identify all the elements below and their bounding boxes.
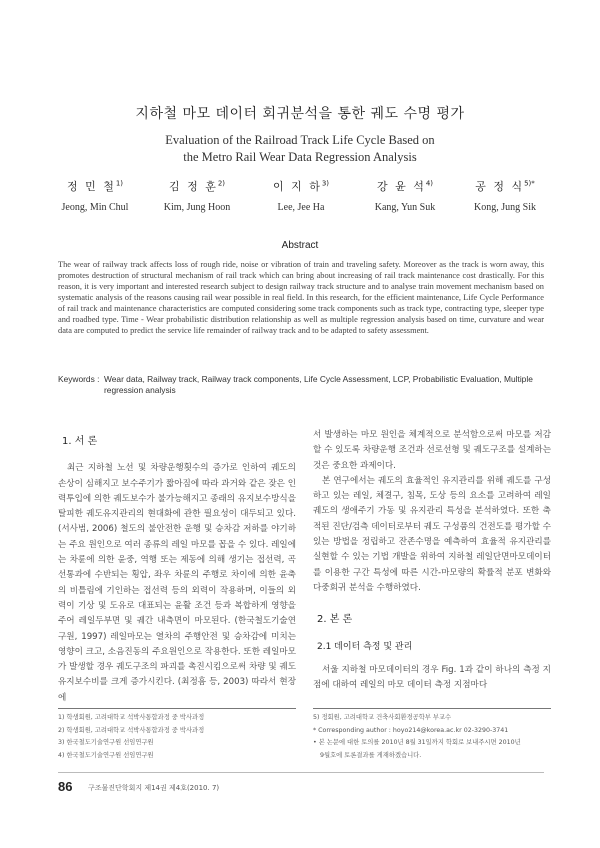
page-footer [58,779,544,799]
footer-divider [58,772,544,773]
author-name-ko: 강 윤 석 [376,180,426,193]
right-column [313,428,551,693]
paper-title-english [0,132,600,166]
keywords-label: Keywords : [58,374,100,384]
section-title-introduction: 1. 서 론 [62,436,98,447]
footnote: 4) 한국철도기술연구원 선임연구원 [58,751,154,759]
title-en-line1: Evaluation of the Railroad Track Life Cycle Based on [165,133,435,147]
body-paragraph: 서울 지하철 마모데이터의 경우 Fig. 1과 같이 하나의 측정 지점에 대하여 레일의 마모 데이터 측정 지점마다 [313,664,551,691]
author-name-en: Kong, Jung Sik [474,202,536,213]
author-name-ko: 이 지 하 [272,180,322,193]
keywords-text: Wear data, Railway track, Railway track components, Life Cycle Assessment, LCP, Probabilistic Evaluation, Multiple regression analysis [104,374,533,395]
keywords [58,374,544,396]
subsection-title: 2.1 데이터 측정 및 관리 [317,641,413,652]
author-name-en: Jeong, Min Chul [61,202,129,213]
paper-title-korean: 지하철 마모 데이터 회귀분석을 통한 궤도 수명 평가 [135,106,465,122]
footnote-divider-left [58,708,296,709]
title-en-line2: the Metro Rail Wear Data Regression Analysis [183,150,417,164]
author-3 [246,178,356,213]
footnote: 5) 정회원, 고려대학교 건축사회환경공학부 부교수 [313,714,452,721]
footnote: 1) 학생회원, 고려대학교 석박사통합과정 중 박사과정 [58,714,205,721]
body-paragraph: 서 발생하는 마모 원인을 체계적으로 분석함으로써 마모를 저감할 수 있도록 차량운행 조건과 선로선형 및 궤도구조를 설계하는 것은 중요한 과제이다. [313,430,551,471]
author-name-ko: 정 민 철 [66,180,116,193]
author-footnote-mark: 4) [425,179,434,188]
footnote: • 본 논문에 대한 토의를 2010년 8월 31일까지 학회로 보내주시면 2010년 [313,739,521,747]
author-name-ko: 공 정 식 [475,180,525,193]
footnote-divider-right [313,708,551,709]
author-name-en: Kang, Yun Suk [374,202,436,213]
body-paragraph: 최근 지하철 노선 및 차량운행횟수의 증가로 인하여 궤도의 손상이 심해지고 보수주기가 짧아짐에 따라 과거와 같은 잦은 인력투입에 의한 궤도보수가 불가능해지고 종래의 유지보수방식을 탈피한 궤도유지관리의 현대화에 관한 필요성이 대두되고 있다. (서사범, 2006) 철도의 불안전한 운행 및 승차감 저하를 야기하는 주요 원인으로 여러 종류의 레일 마모를 꼽을 수 있다. 레일에는 차륜에 의한 윤중, 역행 또는 제동에 의해 생기는 접선력, 곡선통과에 수반되는 횡압, 좌우 차륜의 주행로 차이에 의한 윤축의 비틀림에 기인하는 접선력 등의 외력이 작용하며, 이들의 외력이 기상 및 도유로 대표되는 윤활 조건 등과 복합하게 영향을 주어 레일두부면 및 궤간 내측면이 마모된다. (한국철도기술연구원, 1997) 레일마모는 열차의 주행안전 및 승차감에 미치는 영향이 크고, 소음진동의 주요원인으로 작용한다. 또한 레일마모가 발생할 경우 궤도구조의 파괴를 촉진시킴으로써 차량 및 궤도유지보수비를 크게 증가시킨다. (최정흠 등, 2003) 따라서 현장에 [58,463,296,703]
author-footnote-mark: 1) [115,179,124,188]
abstract-body: The wear of railway track affects loss of rough ride, noise or vibration of train and traveling safety. Moreover as the track is worn away, this promotes destruction of structural mechanism of rail track which can bring about increasing of rail track maintenance cost drastically. For this reason, it is very important and interested research subject to design railway track structure and to analyse train movement mechanism based on systematic analysis of the reasons causing rail wear possible in real field. In this research, for the efficient maintenance, Life Cycle Performance of rail track and maintenance characteristics are computed considering some track components such as track type, contracting type, sleeper type and roadbed type. Time - Wear probabilistic distribution relationship as well as multiple regression analysis based on time, curvature and wear data are computed to predict the service life remainder of railway track and to be adapted to safety assessment. [58,260,544,335]
author-2 [142,178,252,213]
footnotes-left [58,712,296,762]
author-name-en: Lee, Jee Ha [277,202,325,213]
footnotes-right [313,712,551,762]
footnote: 3) 한국철도기술연구원 선임연구원 [58,739,154,747]
body-paragraph: 본 연구에서는 궤도의 효율적인 유지관리를 위해 궤도를 구성하고 있는 레일, 체결구, 침목, 도상 등의 요소를 고려하여 레일 궤도의 생애주기 가동 및 유지관리 특성을 분석하였다. 또한 축적된 진단/검측 데이터로부터 궤도 구성품의 건전도를 평가할 수 있는 방법을 정립하고 잔존수명을 예측하여 효율적 유지관리를 실현할 수 있는 기법 개발을 위하여 지하철 레일단면마모데이터를 이용한 구간 특성에 따른 시간-마모량의 확률적 분포 변화와 다중회귀 분석을 수행하였다. [313,475,551,593]
abstract-heading: Abstract [281,240,319,251]
author-1 [40,178,150,213]
footnote: * Corresponding author : hoyo214@korea.ac.kr 02-3290-3741 [313,726,509,734]
author-name-en: Kim, Jung Hoon [163,202,231,213]
author-footnote-mark: 2) [217,179,226,188]
author-4 [350,178,460,213]
author-5 [450,178,560,213]
author-footnote-mark: 5)* [524,179,535,188]
page-number: 86 [58,779,73,794]
author-list [40,178,560,218]
footnote: 2) 학생회원, 고려대학교 석박사통합과정 중 박사과정 [58,726,205,734]
journal-info: 구조물진단학회지 제14권 제4호(2010. 7) [88,784,220,792]
left-column [58,428,296,706]
author-name-ko: 김 정 훈 [168,180,218,193]
author-footnote-mark: 3) [321,179,330,188]
footnote: 9월호에 토론결과를 게재하겠습니다. [320,751,422,759]
section-title-main: 2. 본 론 [317,614,353,626]
